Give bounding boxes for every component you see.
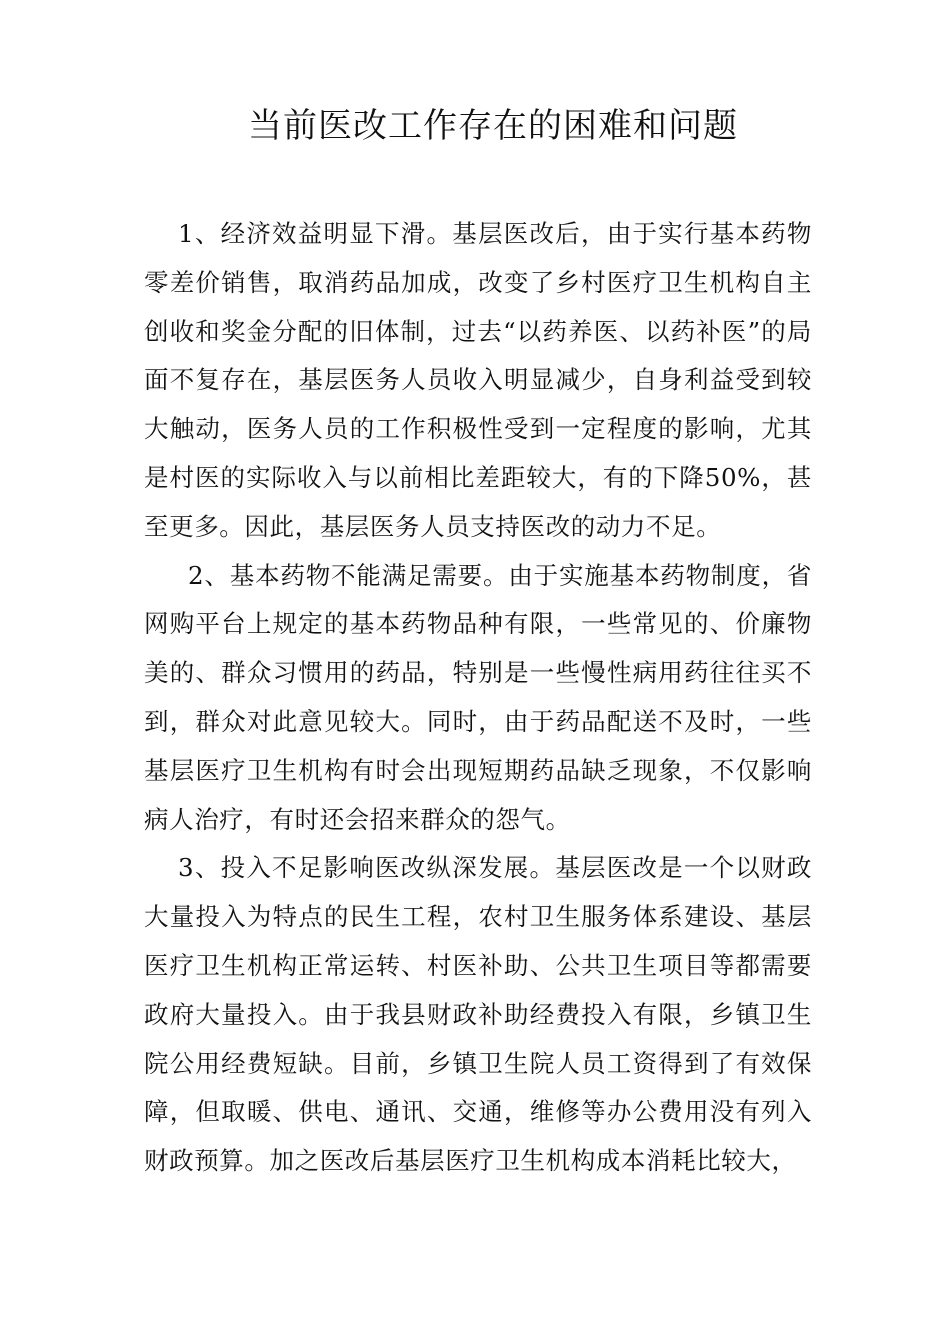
paragraph-economic-decline: 1、经济效益明显下滑。基层医改后，由于实行基本药物零差价销售，取消药品加成，改变了乡村医疗卫生机构自主创收和奖金分配的旧体制，过去“以药养医、以药补医”的局面不复存在，基层医务人员收入明显减少，自身利益受到较大触动，医务人员的工作积极性受到一定程度的影响，尤其是村医的实际收入与以前相比差距较大，有的下降50%，甚至更多。因此，基层医务人员支持医改的动力不足。 <box>144 219 812 541</box>
document-body <box>144 210 812 1186</box>
paragraph-insufficient-investment: 3、投入不足影响医改纵深发展。基层医改是一个以财政大量投入为特点的民生工程，农村卫生服务体系建设、基层医疗卫生机构正常运转、村医补助、公共卫生项目等都需要政府大量投入。由于我县财政补助经费投入有限，乡镇卫生院公用经费短缺。目前，乡镇卫生院人员工资得到了有效保障，但取暖、供电、通讯、交通，维修等办公费用没有列入财政预算。加之医改后基层医疗卫生机构成本消耗比较大， <box>144 853 812 1176</box>
document-title: 当前医改工作存在的困难和问题 <box>248 106 738 146</box>
paragraph-essential-drugs: 2、基本药物不能满足需要。由于实施基本药物制度，省网购平台上规定的基本药物品种有限，一些常见的、价廉物美的、群众习惯用的药品，特别是一些慢性病用药往往买不到，群众对此意见较大。同时，由于药品配送不及时，一些基层医疗卫生机构有时会出现短期药品缺乏现象，不仅影响病人治疗，有时还会招来群众的怨气。 <box>144 560 812 834</box>
